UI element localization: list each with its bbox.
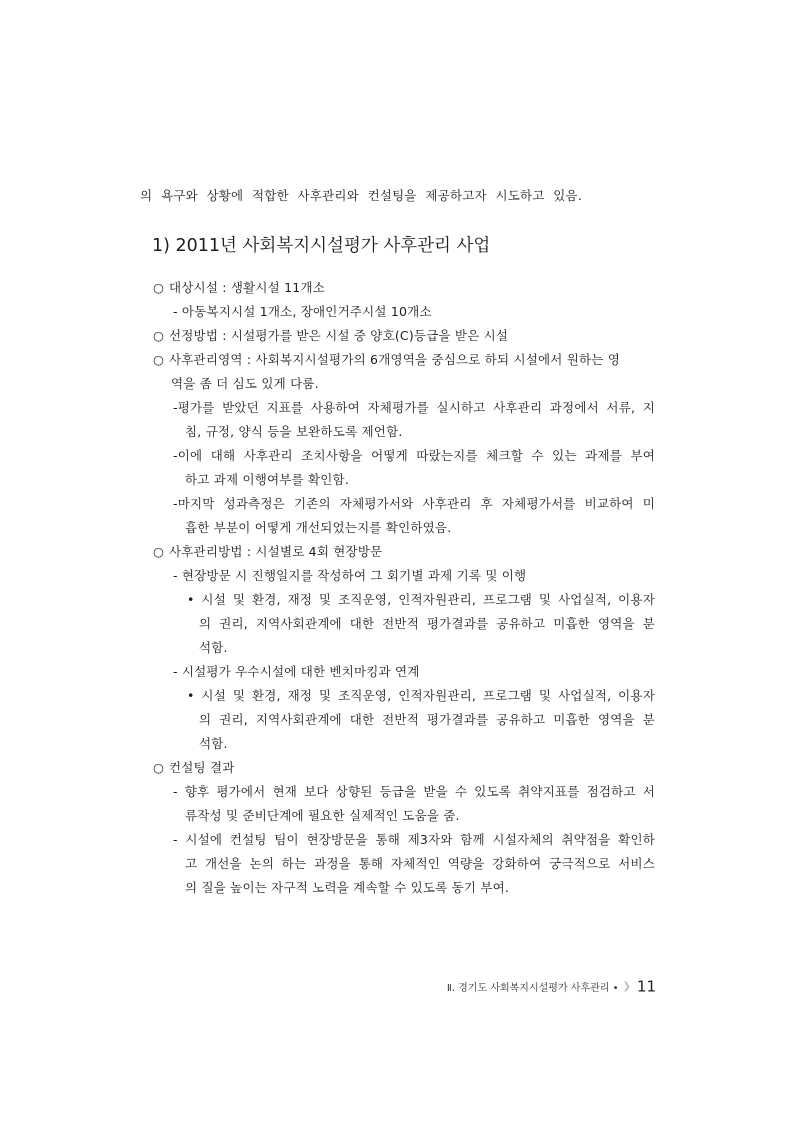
list-item-detail: -평가를 받았던 지표를 사용하여 자체평가를 실시하고 사후관리 과정에서 서류, 지 (173, 400, 655, 415)
list-item-detail-continuation: 침, 규정, 양식 등을 보완하도록 제언함. (185, 424, 403, 439)
sub-bullet-continuation: 석함. (199, 736, 228, 751)
intro-text: 의 욕구와 상황에 적합한 사후관리와 컨설팅을 제공하고자 시도하고 있음. (140, 188, 582, 203)
sub-bullet: • 시설 및 환경, 재정 및 조직운영, 인적자원관리, 프로그램 및 사업실적, 이용자 (187, 688, 655, 703)
sub-bullet: • 시설 및 환경, 재정 및 조직운영, 인적자원관리, 프로그램 및 사업실적, 이용자 (187, 592, 655, 607)
chapter-label: Ⅱ. 경기도 사회복지시설평가 사후관리 • (446, 983, 619, 994)
list-item-detail-continuation: 류작성 및 준비단계에 필요한 실제적인 도움을 줌. (185, 808, 460, 823)
sub-bullet-continuation: 석함. (199, 640, 228, 655)
list-item: ○ 대상시설 : 생활시설 11개소 (153, 280, 325, 295)
list-item-detail: - 시설평가 우수시설에 대한 벤치마킹과 연계 (173, 664, 420, 679)
chevron-right-icon: ❯ (622, 981, 631, 992)
list-item: ○ 사후관리방법 : 시설별로 4회 현장방문 (153, 544, 383, 559)
list-item-detail-continuation: 하고 과제 이행여부를 확인함. (185, 472, 349, 487)
list-item-detail: -마지막 성과측정은 기존의 자체평가서와 사후관리 후 자체평가서를 비교하여 미 (173, 496, 655, 511)
section-heading: 1) 2011년 사회복지시설평가 사후관리 사업 (152, 236, 491, 256)
circle-bullet-icon: ○ (153, 760, 165, 775)
list-item-detail: - 현장방문 시 진행일지를 작성하여 그 회기별 과제 기록 및 이행 (173, 568, 527, 583)
sub-bullet-continuation: 의 권리, 지역사회관계에 대한 전반적 평가결과를 공유하고 미흡한 영역을 분 (199, 712, 655, 727)
list-item-detail: - 시설에 컨설팅 팀이 현장방문을 통해 제3자와 함께 시설자체의 취약점을 확인하 (173, 832, 655, 847)
list-item: ○ 선정방법 : 시설평가를 받은 시설 중 양호(C)등급을 받은 시설 (153, 328, 509, 343)
page-footer (430, 976, 656, 996)
circle-bullet-icon: ○ (153, 328, 165, 343)
list-item-continuation: 역을 좀 더 심도 있게 다룸. (171, 376, 319, 391)
list-item-detail-continuation: 의 질을 높이는 자구적 노력을 계속할 수 있도록 동기 부여. (185, 880, 510, 895)
page-number: 11 (636, 977, 656, 996)
circle-bullet-icon: ○ (153, 352, 165, 367)
list-item: ○ 컨설팅 결과 (153, 760, 235, 775)
list-item-detail: -이에 대해 사후관리 조치사항을 어떻게 따랐는지를 체크할 수 있는 과제를 부여 (173, 448, 655, 463)
list-item-detail-continuation: 고 개선을 논의 하는 과정을 통해 자체적인 역량을 강화하여 궁극적으로 서비스 (185, 856, 655, 871)
list-item-detail-continuation: 흡한 부분이 어떻게 개선되었는지를 확인하였음. (185, 520, 452, 535)
list-item-detail: - 아동복지시설 1개소, 장애인거주시설 10개소 (173, 304, 432, 319)
circle-bullet-icon: ○ (153, 280, 165, 295)
circle-bullet-icon: ○ (153, 544, 165, 559)
sub-bullet-continuation: 의 권리, 지역사회관계에 대한 전반적 평가결과를 공유하고 미흡한 영역을 분 (199, 616, 655, 631)
list-item: ○ 사후관리영역 : 사회복지시설평가의 6개영역을 중심으로 하되 시설에서 원하는 영 (153, 352, 621, 367)
list-item-detail: - 향후 평가에서 현재 보다 상향된 등급을 받을 수 있도록 취약지표를 점검하고 서 (173, 784, 655, 799)
